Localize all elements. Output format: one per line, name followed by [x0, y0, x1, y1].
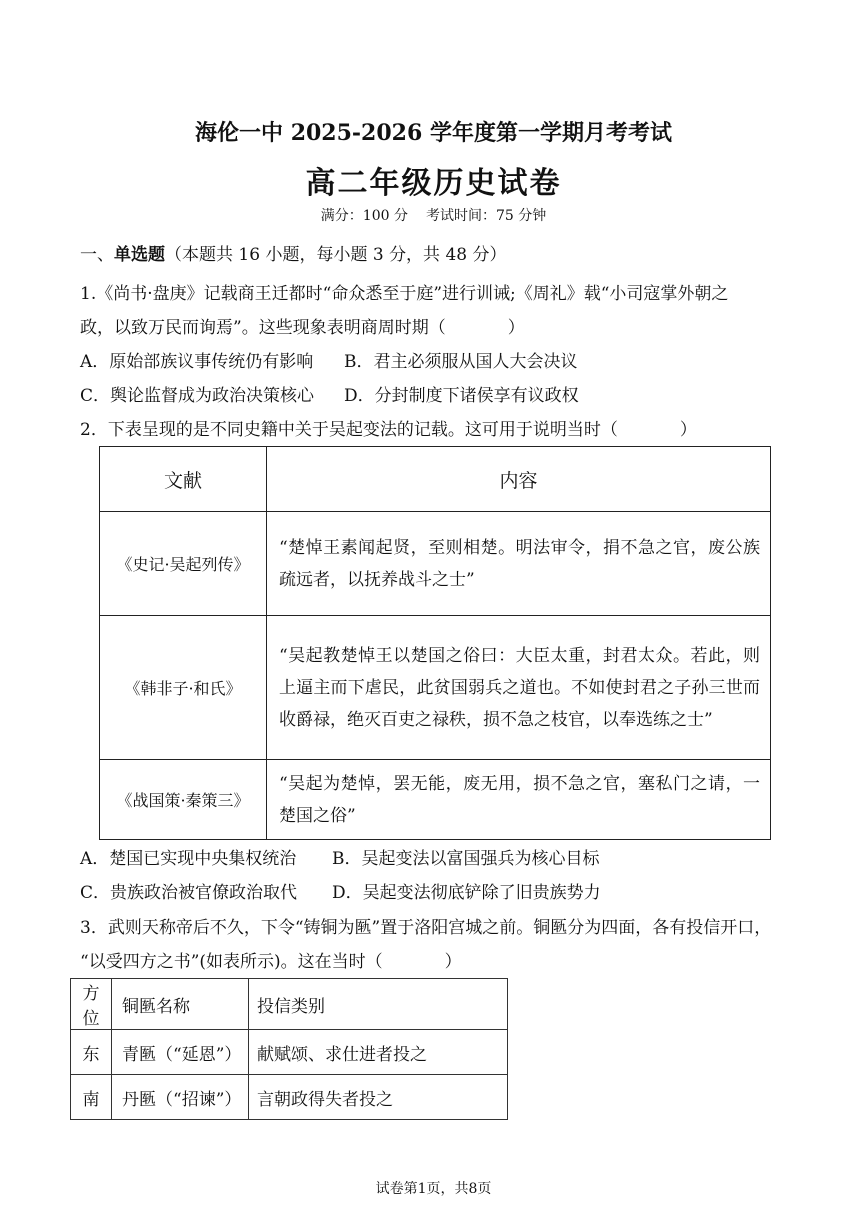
exam-info	[0, 205, 867, 225]
q2-table-header-row	[100, 447, 771, 512]
q3-row1-box-name: 青匦（“延恩”）	[112, 1030, 249, 1075]
q1-stem-line1: 1.《尚书·盘庚》记载商王迁都时“命众悉至于庭”进行训诫;《周礼》载“小司寇掌外朝之	[80, 284, 729, 304]
q3-stem-line2	[80, 950, 462, 974]
q1-stem-line2	[80, 316, 525, 340]
section-number: 一、	[80, 245, 114, 265]
section-heading	[80, 243, 507, 267]
q3-stem-text: “以受四方之书”(如表所示)。这在当时（	[80, 952, 383, 972]
subject-title: 高二年级历史试卷	[305, 166, 562, 201]
q2-row2-content: “吴起教楚悼王以楚国之俗曰：大臣太重，封君太众。若此，则上逼主而下虐民，此贫国弱兵之道也。不如使封君之子孙三世而收爵禄，绝灭百吏之禄秩，损不急之枝官，以奉选练之士”	[267, 616, 771, 760]
section-note: （本题共 16 小题，每小题 3 分，共 48 分）	[165, 245, 507, 265]
q1-option-b: B．君主必须服从国人大会决议	[344, 352, 578, 372]
q2-records-table	[99, 446, 771, 840]
q2-options-row2	[80, 881, 601, 905]
q3-stem-line1: 3．武则天称帝后不久，下令“铸铜为匦”置于洛阳宫城之前。铜匦分为四面，各有投信开口，	[80, 918, 772, 938]
table-row	[71, 1075, 508, 1120]
q2-paren-close: ）	[679, 420, 697, 440]
q1-options-row1	[80, 350, 578, 374]
table-row	[100, 760, 771, 840]
table-row	[100, 512, 771, 616]
q2-option-b: B．吴起变法以富国强兵为核心目标	[332, 849, 600, 869]
q2-stem-text: 2．下表呈现的是不同史籍中关于吴起变法的记载。这可用于说明当时（	[80, 420, 618, 440]
q2-row2-source: 《韩非子·和氏》	[100, 616, 267, 760]
exam-time: 考试时间：75 分钟	[425, 208, 547, 224]
q3-row1-direction: 东	[71, 1030, 112, 1075]
q1-stem-text: 政，以致万民而询焉”。这些现象表明商周时期（	[80, 318, 446, 338]
full-score: 满分：100 分	[320, 208, 408, 224]
q2-option-c: C．贵族政治被官僚政治取代	[80, 883, 298, 903]
q3-table-header-row	[71, 979, 508, 1030]
q3-row2-box-name: 丹匦（“招谏”）	[112, 1075, 249, 1120]
q2-row3-content: “吴起为楚悼，罢无能，废无用，损不急之官，塞私门之请，一楚国之俗”	[267, 760, 771, 840]
q1-option-c: C．舆论监督成为政治决策核心	[80, 386, 315, 406]
q2-row3-source: 《战国策·秦策三》	[100, 760, 267, 840]
table-row	[71, 1030, 508, 1075]
q1-option-d: D．分封制度下诸侯享有议政权	[344, 386, 579, 406]
q3-header-direction: 方位	[71, 979, 112, 1030]
q2-option-d: D．吴起变法彻底铲除了旧贵族势力	[332, 883, 601, 903]
q2-option-a: A．楚国已实现中央集权统治	[80, 849, 297, 869]
q2-options-row1	[80, 847, 600, 871]
q2-header-content: 内容	[267, 447, 771, 512]
q3-paren-close: ）	[444, 952, 462, 972]
q1-option-a: A．原始部族议事传统仍有影响	[80, 352, 314, 372]
q2-stem	[80, 418, 697, 442]
q3-row1-letter-type: 献赋颂、求仕进者投之	[249, 1030, 508, 1075]
q3-copper-box-table	[70, 978, 508, 1120]
q2-row1-content: “楚悼王素闻起贤，至则相楚。明法审令，捐不急之官，废公族疏远者，以抚养战斗之士”	[267, 512, 771, 616]
q3-header-letter-type: 投信类别	[249, 979, 508, 1030]
q3-header-box-name: 铜匦名称	[112, 979, 249, 1030]
exam-title: 海伦一中 2025-2026 学年度第一学期月考考试	[195, 120, 672, 146]
page-footer: 试卷第1页，共8页	[375, 1181, 492, 1197]
table-row	[100, 616, 771, 760]
q2-header-source: 文献	[100, 447, 267, 512]
q1-options-row2	[80, 384, 579, 408]
q1-paren-close: ）	[507, 318, 525, 338]
q3-row2-direction: 南	[71, 1075, 112, 1120]
q2-row1-source: 《史记·吴起列传》	[100, 512, 267, 616]
section-title: 单选题	[114, 245, 165, 265]
q3-row2-letter-type: 言朝政得失者投之	[249, 1075, 508, 1120]
